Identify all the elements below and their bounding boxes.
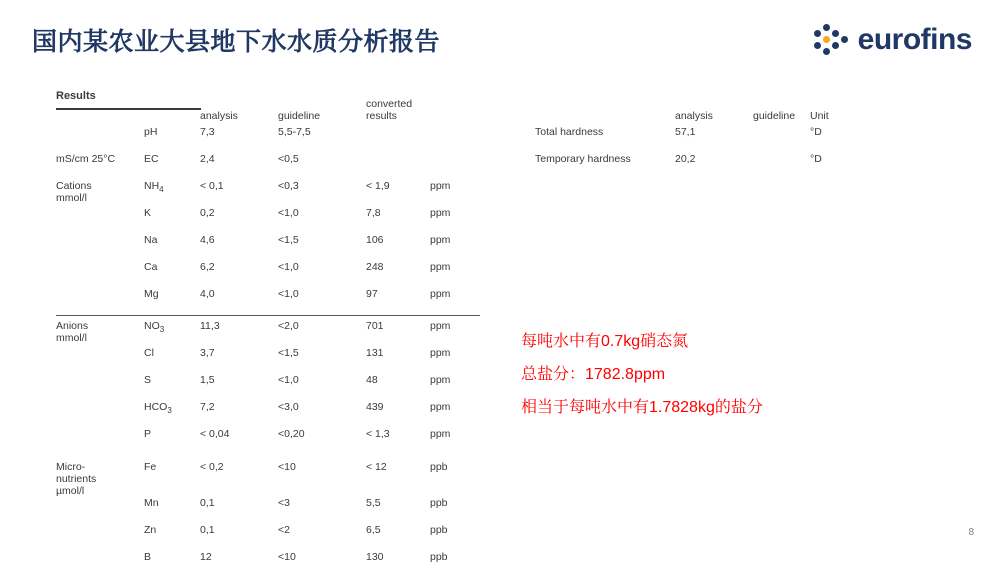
row-unit: ppm (430, 347, 451, 359)
row-unit: ppm (430, 401, 451, 413)
row-analysis: 0,2 (200, 207, 215, 219)
annotation-line-2: 总盐分：1782.8ppm (521, 366, 666, 383)
col-converted-results: converted results (366, 98, 413, 122)
row-guideline: <2 (278, 524, 290, 536)
row-group (56, 374, 144, 401)
row-group (56, 455, 144, 497)
hardness-row-guideline (753, 126, 810, 153)
row-group (56, 180, 144, 207)
row-analysis: 0,1 (200, 497, 215, 509)
row-name: Na (144, 234, 158, 246)
row-unit: ppm (430, 320, 451, 332)
hardness-row-analysis: 57,1 (675, 126, 696, 138)
table-row (56, 288, 480, 316)
row-group-line2: mmol/l (56, 192, 87, 204)
row-name: K (144, 207, 152, 219)
row-name: P (144, 428, 152, 440)
annotation-line-3: 相当于每吨水中有1.7828kg的盐分 (521, 399, 763, 416)
hardness-header-row (535, 92, 850, 126)
row-analysis: 12 (200, 551, 212, 563)
row-group (56, 288, 144, 316)
row-guideline: <1,5 (278, 347, 299, 359)
table-row (56, 497, 480, 524)
row-group (56, 207, 144, 234)
row-group (56, 524, 144, 551)
table-row (56, 401, 480, 428)
hardness-row-unit: °D (810, 126, 822, 138)
page-number: 8 (968, 527, 974, 538)
row-guideline: <10 (278, 551, 296, 563)
col-guideline: guideline (278, 110, 321, 122)
row-group (56, 428, 144, 455)
table-row (56, 347, 480, 374)
row-name-sub: 3 (167, 406, 172, 416)
table-row (56, 524, 480, 551)
row-converted: 130 (366, 551, 384, 563)
row-converted: < 1,9 (366, 180, 390, 192)
table-row (535, 153, 850, 180)
row-analysis: 4,6 (200, 234, 215, 246)
row-name: Cl (144, 347, 154, 359)
row-converted: 701 (366, 320, 384, 332)
page-title: 国内某农业大县地下水水质分析报告 (32, 28, 441, 56)
row-guideline: <1,0 (278, 374, 299, 386)
table-row (56, 261, 480, 288)
row-group-line1: Cations (56, 180, 92, 192)
row-analysis: 4,0 (200, 288, 278, 316)
table-row (56, 455, 480, 497)
hardness-row-analysis: 20,2 (675, 153, 696, 165)
row-name: $NO_3$ (144, 320, 165, 335)
row-name: Fe (144, 461, 157, 473)
table-row (56, 316, 480, 348)
row-group-line2: mmol/l (56, 332, 87, 344)
row-unit: ppb (430, 524, 448, 536)
row-analysis: < 0,1 (200, 180, 224, 192)
table-row (56, 207, 480, 234)
row-analysis: < 0,04 (200, 428, 230, 440)
row-guideline: 5,5-7,5 (278, 126, 311, 138)
row-unit: ppm (430, 374, 451, 386)
row-group-line1: Anions (56, 320, 89, 332)
row-name: pH (144, 126, 158, 138)
row-name: Zn (144, 524, 157, 536)
row-name-sub: 3 (159, 325, 165, 335)
row-guideline: <1,5 (278, 234, 299, 246)
row-unit (430, 153, 480, 180)
row-group-line3: µmol/l (56, 485, 85, 497)
row-name: B (144, 551, 152, 563)
row-unit: ppm (430, 207, 451, 219)
row-analysis: < 0,2 (200, 461, 224, 473)
row-converted (366, 126, 430, 153)
table-row (56, 428, 480, 455)
row-unit: ppm (430, 428, 451, 440)
row-group (56, 347, 144, 374)
results-table (56, 92, 480, 578)
row-unit: ppm (430, 261, 451, 273)
row-name: S (144, 374, 152, 386)
hardness-table (535, 92, 850, 180)
row-converted: 248 (366, 261, 384, 273)
row-guideline: <1,0 (278, 261, 299, 273)
row-group (56, 234, 144, 261)
row-unit: ppb (430, 497, 448, 509)
row-name: Ca (144, 261, 158, 273)
row-name: $HCO_3$ (144, 401, 172, 416)
row-analysis: 3,7 (200, 347, 215, 359)
row-guideline: <1,0 (278, 207, 299, 219)
dot-cluster-icon (814, 22, 850, 58)
row-analysis: 1,5 (200, 374, 215, 386)
hardness-col-name (535, 92, 675, 126)
row-converted: 439 (366, 401, 384, 413)
logo-text: eurofins (857, 23, 972, 56)
results-label: Results (56, 90, 96, 102)
annotation-block (521, 325, 763, 424)
row-name: $NH_4$ (144, 180, 164, 195)
row-converted: < 12 (366, 461, 387, 473)
row-guideline: <0,3 (278, 180, 299, 192)
row-guideline: <1,0 (278, 288, 366, 316)
row-guideline: <0,20 (278, 428, 305, 440)
annotation-line-1: 每吨水中有0.7kg硝态氮 (521, 333, 689, 350)
table-row (56, 374, 480, 401)
row-guideline: <3,0 (278, 401, 299, 413)
hardness-row-unit: °D (810, 153, 822, 165)
table-row (535, 126, 850, 153)
row-name-sub: 4 (159, 185, 164, 195)
row-converted: 7,8 (366, 207, 381, 219)
table-row (56, 180, 480, 207)
col-unit (430, 92, 480, 126)
hardness-col-analysis: analysis (675, 110, 713, 122)
col-name (144, 92, 200, 126)
row-group (56, 551, 144, 578)
row-unit: ppb (430, 551, 448, 563)
row-converted: 106 (366, 234, 384, 246)
row-unit: ppm (430, 234, 451, 246)
row-unit (430, 126, 480, 153)
row-group (56, 316, 144, 348)
row-unit: ppb (430, 461, 448, 473)
row-guideline: <3 (278, 497, 290, 509)
hardness-row-name: Temporary hardness (535, 153, 631, 165)
row-converted: 48 (366, 374, 378, 386)
row-analysis: 0,1 (200, 524, 215, 536)
row-analysis: 7,2 (200, 401, 215, 413)
table-row (56, 551, 480, 578)
table-row (56, 153, 480, 180)
row-name: Mn (144, 497, 159, 509)
row-converted: 6,5 (366, 524, 381, 536)
row-group (56, 497, 144, 524)
table-row (56, 234, 480, 261)
row-converted (366, 153, 430, 180)
row-group (56, 261, 144, 288)
hardness-col-guideline: guideline (753, 110, 796, 122)
row-analysis: 6,2 (200, 261, 215, 273)
row-group-line2: nutrients (56, 473, 97, 485)
eurofins-logo (814, 22, 972, 58)
row-converted: < 1,3 (366, 428, 390, 440)
row-converted: 131 (366, 347, 384, 359)
row-name: Mg (144, 288, 200, 316)
hardness-col-unit: Unit (810, 110, 829, 122)
col-analysis: analysis (200, 110, 238, 122)
row-group-line1: Micro- (56, 461, 86, 473)
row-guideline: <10 (278, 461, 296, 473)
col-group (56, 92, 144, 126)
table-header-row (56, 92, 480, 126)
row-guideline: <2,0 (278, 320, 299, 332)
row-group: mS/cm 25°C (56, 153, 116, 165)
row-group (56, 401, 144, 428)
hardness-row-guideline (753, 153, 810, 180)
table-row (56, 126, 480, 153)
row-converted: 97 (366, 288, 430, 316)
row-group (56, 126, 144, 153)
row-analysis: 11,3 (200, 320, 220, 332)
row-analysis: 7,3 (200, 126, 215, 138)
row-unit: ppm (430, 288, 480, 316)
row-converted: 5,5 (366, 497, 381, 509)
row-analysis: 2,4 (200, 153, 215, 165)
row-unit: ppm (430, 180, 451, 192)
row-guideline: <0,5 (278, 153, 299, 165)
hardness-row-name: Total hardness (535, 126, 604, 138)
row-name: EC (144, 153, 159, 165)
